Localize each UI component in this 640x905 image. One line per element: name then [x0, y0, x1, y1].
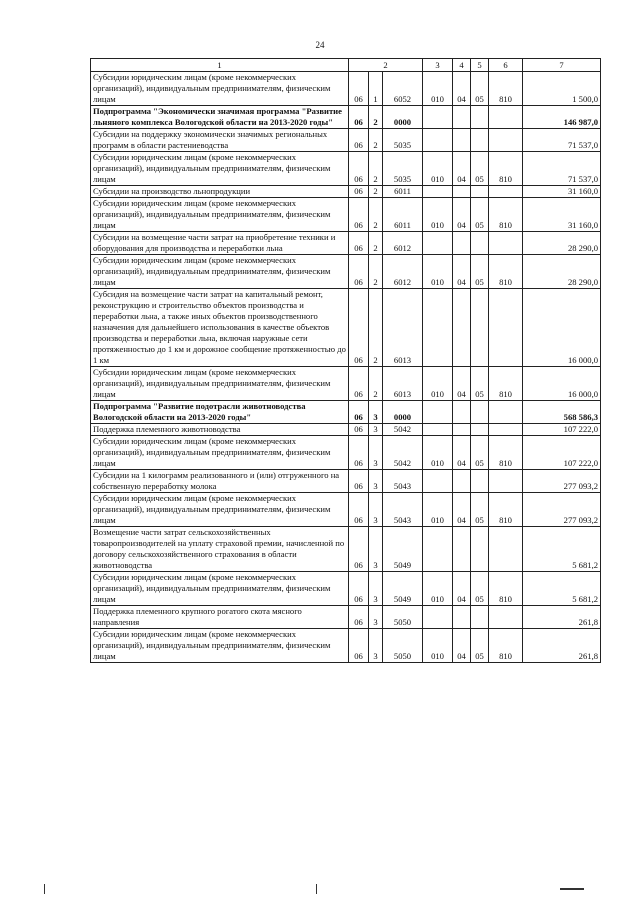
subprogram-code: 2 [369, 106, 383, 129]
code-col-4 [453, 289, 471, 367]
code-col-3: 010 [423, 198, 453, 232]
subprogram-code: 3 [369, 606, 383, 629]
code-col-3: 010 [423, 572, 453, 606]
row-name: Субсидии юридическим лицам (кроме некоммерческих организаций), индивидуальным предпринимателям, физическим лицам [91, 572, 349, 606]
row-name: Возмещение части затрат сельскохозяйственных товаропроизводителей на уплату страховой премии, начисленной по договору сельскохозяйственного страхования в области животноводства [91, 527, 349, 572]
code-col-4 [453, 606, 471, 629]
scan-artifact [44, 884, 45, 894]
row-name: Субсидии юридическим лицам (кроме некоммерческих организаций), индивидуальным предпринимателям, физическим лицам [91, 255, 349, 289]
table-row [91, 470, 601, 493]
subprogram-code: 2 [369, 129, 383, 152]
code-col-5 [471, 186, 489, 198]
subprogram-code: 3 [369, 424, 383, 436]
section-code: 06 [349, 106, 369, 129]
code-col-6 [489, 106, 523, 129]
code-col-5: 05 [471, 436, 489, 470]
code-col-5: 05 [471, 198, 489, 232]
table-row [91, 72, 601, 106]
row-name: Субсидии юридическим лицам (кроме некоммерческих организаций), индивидуальным предпринимателям, физическим лицам [91, 436, 349, 470]
subprogram-code: 3 [369, 493, 383, 527]
subprogram-code: 2 [369, 367, 383, 401]
code-col-4: 04 [453, 629, 471, 663]
column-header: 4 [453, 59, 471, 72]
table-row [91, 186, 601, 198]
code-col-6 [489, 527, 523, 572]
row-name: Субсидии юридическим лицам (кроме некоммерческих организаций), индивидуальным предпринимателям, физическим лицам [91, 198, 349, 232]
subprogram-code: 3 [369, 436, 383, 470]
table-row [91, 255, 601, 289]
amount: 146 987,0 [523, 106, 601, 129]
column-header: 7 [523, 59, 601, 72]
code-col-3: 010 [423, 436, 453, 470]
scan-artifact [560, 888, 584, 890]
code-col-5: 05 [471, 255, 489, 289]
code-col-5 [471, 232, 489, 255]
code-col-5 [471, 527, 489, 572]
direction-code: 6012 [383, 255, 423, 289]
code-col-3 [423, 401, 453, 424]
section-code: 06 [349, 367, 369, 401]
code-col-3: 010 [423, 367, 453, 401]
subprogram-code: 3 [369, 470, 383, 493]
table-row [91, 606, 601, 629]
direction-code: 5050 [383, 629, 423, 663]
direction-code: 5042 [383, 424, 423, 436]
row-name: Субсидии на 1 килограмм реализованного и (или) отгруженного на собственную переработку молока [91, 470, 349, 493]
code-col-5 [471, 470, 489, 493]
subprogram-code: 1 [369, 72, 383, 106]
row-name: Поддержка племенного животноводства [91, 424, 349, 436]
amount: 31 160,0 [523, 198, 601, 232]
code-col-6 [489, 606, 523, 629]
section-code: 06 [349, 232, 369, 255]
code-col-5 [471, 106, 489, 129]
budget-table [90, 58, 601, 663]
code-col-4 [453, 232, 471, 255]
code-col-5 [471, 401, 489, 424]
code-col-3: 010 [423, 493, 453, 527]
code-col-5 [471, 606, 489, 629]
direction-code: 6011 [383, 186, 423, 198]
section-code: 06 [349, 527, 369, 572]
direction-code: 5035 [383, 152, 423, 186]
table-row [91, 401, 601, 424]
table-row [91, 527, 601, 572]
code-col-4: 04 [453, 493, 471, 527]
direction-code: 5049 [383, 527, 423, 572]
section-code: 06 [349, 493, 369, 527]
direction-code: 5042 [383, 436, 423, 470]
direction-code: 5049 [383, 572, 423, 606]
subprogram-code: 3 [369, 527, 383, 572]
direction-code: 5043 [383, 470, 423, 493]
amount: 568 586,3 [523, 401, 601, 424]
section-code: 06 [349, 401, 369, 424]
amount: 5 681,2 [523, 572, 601, 606]
code-col-6 [489, 289, 523, 367]
row-name: Субсидии на поддержку экономически значимых региональных программ в области растениеводства [91, 129, 349, 152]
code-col-6: 810 [489, 493, 523, 527]
direction-code: 6013 [383, 367, 423, 401]
row-name: Субсидии юридическим лицам (кроме некоммерческих организаций), индивидуальным предпринимателям, физическим лицам [91, 493, 349, 527]
column-header: 1 [91, 59, 349, 72]
section-code: 06 [349, 606, 369, 629]
code-col-6: 810 [489, 629, 523, 663]
amount: 1 500,0 [523, 72, 601, 106]
table-row [91, 129, 601, 152]
code-col-3: 010 [423, 255, 453, 289]
section-code: 06 [349, 436, 369, 470]
code-col-4 [453, 106, 471, 129]
direction-code: 5043 [383, 493, 423, 527]
column-header: 5 [471, 59, 489, 72]
amount: 107 222,0 [523, 424, 601, 436]
section-code: 06 [349, 572, 369, 606]
code-col-5: 05 [471, 493, 489, 527]
page-number: 24 [315, 40, 325, 50]
direction-code: 6052 [383, 72, 423, 106]
code-col-5 [471, 129, 489, 152]
section-code: 06 [349, 424, 369, 436]
row-name: Подпрограмма "Развитие подотрасли животноводства Вологодской области на 2013-2020 годы" [91, 401, 349, 424]
code-col-6: 810 [489, 152, 523, 186]
subprogram-code: 2 [369, 255, 383, 289]
code-col-6: 810 [489, 198, 523, 232]
section-code: 06 [349, 629, 369, 663]
code-col-3 [423, 106, 453, 129]
direction-code: 5050 [383, 606, 423, 629]
code-col-5: 05 [471, 72, 489, 106]
code-col-5 [471, 424, 489, 436]
code-col-3 [423, 527, 453, 572]
section-code: 06 [349, 152, 369, 186]
code-col-4: 04 [453, 367, 471, 401]
section-code: 06 [349, 255, 369, 289]
section-code: 06 [349, 198, 369, 232]
amount: 277 093,2 [523, 493, 601, 527]
code-col-4 [453, 470, 471, 493]
code-col-3 [423, 129, 453, 152]
row-name: Поддержка племенного крупного рогатого скота мясного направления [91, 606, 349, 629]
code-col-3: 010 [423, 72, 453, 106]
code-col-4: 04 [453, 198, 471, 232]
amount: 31 160,0 [523, 186, 601, 198]
code-col-6 [489, 232, 523, 255]
column-header: 6 [489, 59, 523, 72]
code-col-3 [423, 232, 453, 255]
table-row [91, 436, 601, 470]
subprogram-code: 2 [369, 198, 383, 232]
scan-artifact [316, 884, 317, 894]
table-row [91, 289, 601, 367]
code-col-3 [423, 289, 453, 367]
row-name: Субсидии на производство льнопродукции [91, 186, 349, 198]
table-row [91, 232, 601, 255]
table-row [91, 198, 601, 232]
code-col-4 [453, 527, 471, 572]
direction-code: 5035 [383, 129, 423, 152]
subprogram-code: 2 [369, 232, 383, 255]
code-col-3: 010 [423, 152, 453, 186]
table-row [91, 367, 601, 401]
row-name: Субсидии юридическим лицам (кроме некоммерческих организаций), индивидуальным предпринимателям, физическим лицам [91, 629, 349, 663]
code-col-3 [423, 470, 453, 493]
amount: 16 000,0 [523, 367, 601, 401]
section-code: 06 [349, 289, 369, 367]
amount: 71 537,0 [523, 129, 601, 152]
table-row [91, 106, 601, 129]
code-col-5: 05 [471, 367, 489, 401]
code-col-5: 05 [471, 572, 489, 606]
code-col-6: 810 [489, 572, 523, 606]
row-name: Субсидии юридическим лицам (кроме некоммерческих организаций), индивидуальным предпринимателям, физическим лицам [91, 72, 349, 106]
column-header-row [91, 59, 601, 72]
table-row [91, 493, 601, 527]
section-code: 06 [349, 186, 369, 198]
table-row [91, 424, 601, 436]
column-header: 3 [423, 59, 453, 72]
amount: 261,8 [523, 629, 601, 663]
direction-code: 6012 [383, 232, 423, 255]
code-col-6: 810 [489, 72, 523, 106]
direction-code: 6011 [383, 198, 423, 232]
direction-code: 0000 [383, 401, 423, 424]
column-header: 2 [349, 59, 423, 72]
amount: 261,8 [523, 606, 601, 629]
code-col-6 [489, 470, 523, 493]
subprogram-code: 2 [369, 186, 383, 198]
code-col-3: 010 [423, 629, 453, 663]
amount: 28 290,0 [523, 232, 601, 255]
code-col-6 [489, 401, 523, 424]
subprogram-code: 3 [369, 401, 383, 424]
direction-code: 0000 [383, 106, 423, 129]
section-code: 06 [349, 470, 369, 493]
amount: 71 537,0 [523, 152, 601, 186]
row-name: Субсидии юридическим лицам (кроме некоммерческих организаций), индивидуальным предпринимателям, физическим лицам [91, 152, 349, 186]
code-col-4: 04 [453, 72, 471, 106]
code-col-6 [489, 129, 523, 152]
table-row [91, 152, 601, 186]
code-col-5 [471, 289, 489, 367]
amount: 5 681,2 [523, 527, 601, 572]
code-col-3 [423, 606, 453, 629]
section-code: 06 [349, 72, 369, 106]
code-col-6: 810 [489, 436, 523, 470]
table-row [91, 572, 601, 606]
code-col-6 [489, 186, 523, 198]
row-name: Субсидии юридическим лицам (кроме некоммерческих организаций), индивидуальным предпринимателям, физическим лицам [91, 367, 349, 401]
amount: 16 000,0 [523, 289, 601, 367]
code-col-4: 04 [453, 152, 471, 186]
code-col-3 [423, 424, 453, 436]
code-col-6: 810 [489, 367, 523, 401]
code-col-4 [453, 401, 471, 424]
row-name: Субсидии на возмещение части затрат на приобретение техники и оборудования для производства и переработки льна [91, 232, 349, 255]
table-row [91, 629, 601, 663]
subprogram-code: 3 [369, 629, 383, 663]
code-col-4 [453, 129, 471, 152]
amount: 277 093,2 [523, 470, 601, 493]
code-col-3 [423, 186, 453, 198]
code-col-6 [489, 424, 523, 436]
amount: 28 290,0 [523, 255, 601, 289]
amount: 107 222,0 [523, 436, 601, 470]
code-col-6: 810 [489, 255, 523, 289]
direction-code: 6013 [383, 289, 423, 367]
section-code: 06 [349, 129, 369, 152]
code-col-5: 05 [471, 629, 489, 663]
subprogram-code: 3 [369, 572, 383, 606]
code-col-4 [453, 186, 471, 198]
code-col-4: 04 [453, 572, 471, 606]
code-col-4 [453, 424, 471, 436]
subprogram-code: 2 [369, 152, 383, 186]
code-col-4: 04 [453, 255, 471, 289]
code-col-5: 05 [471, 152, 489, 186]
subprogram-code: 2 [369, 289, 383, 367]
row-name: Подпрограмма "Экономически значимая программа "Развитие льняного комплекса Вологодской области на 2013-2020 годы" [91, 106, 349, 129]
row-name: Субсидия на возмещение части затрат на капитальный ремонт, реконструкцию и строительство объектов производства и переработки льна, а также иных объектов производственного назначения для дальнейшего использования в качестве объектов производства и переработки льна, включая наружные сети протяженностью до 1 км и дорожное сообщение протяженностью до 1 км [91, 289, 349, 367]
code-col-4: 04 [453, 436, 471, 470]
